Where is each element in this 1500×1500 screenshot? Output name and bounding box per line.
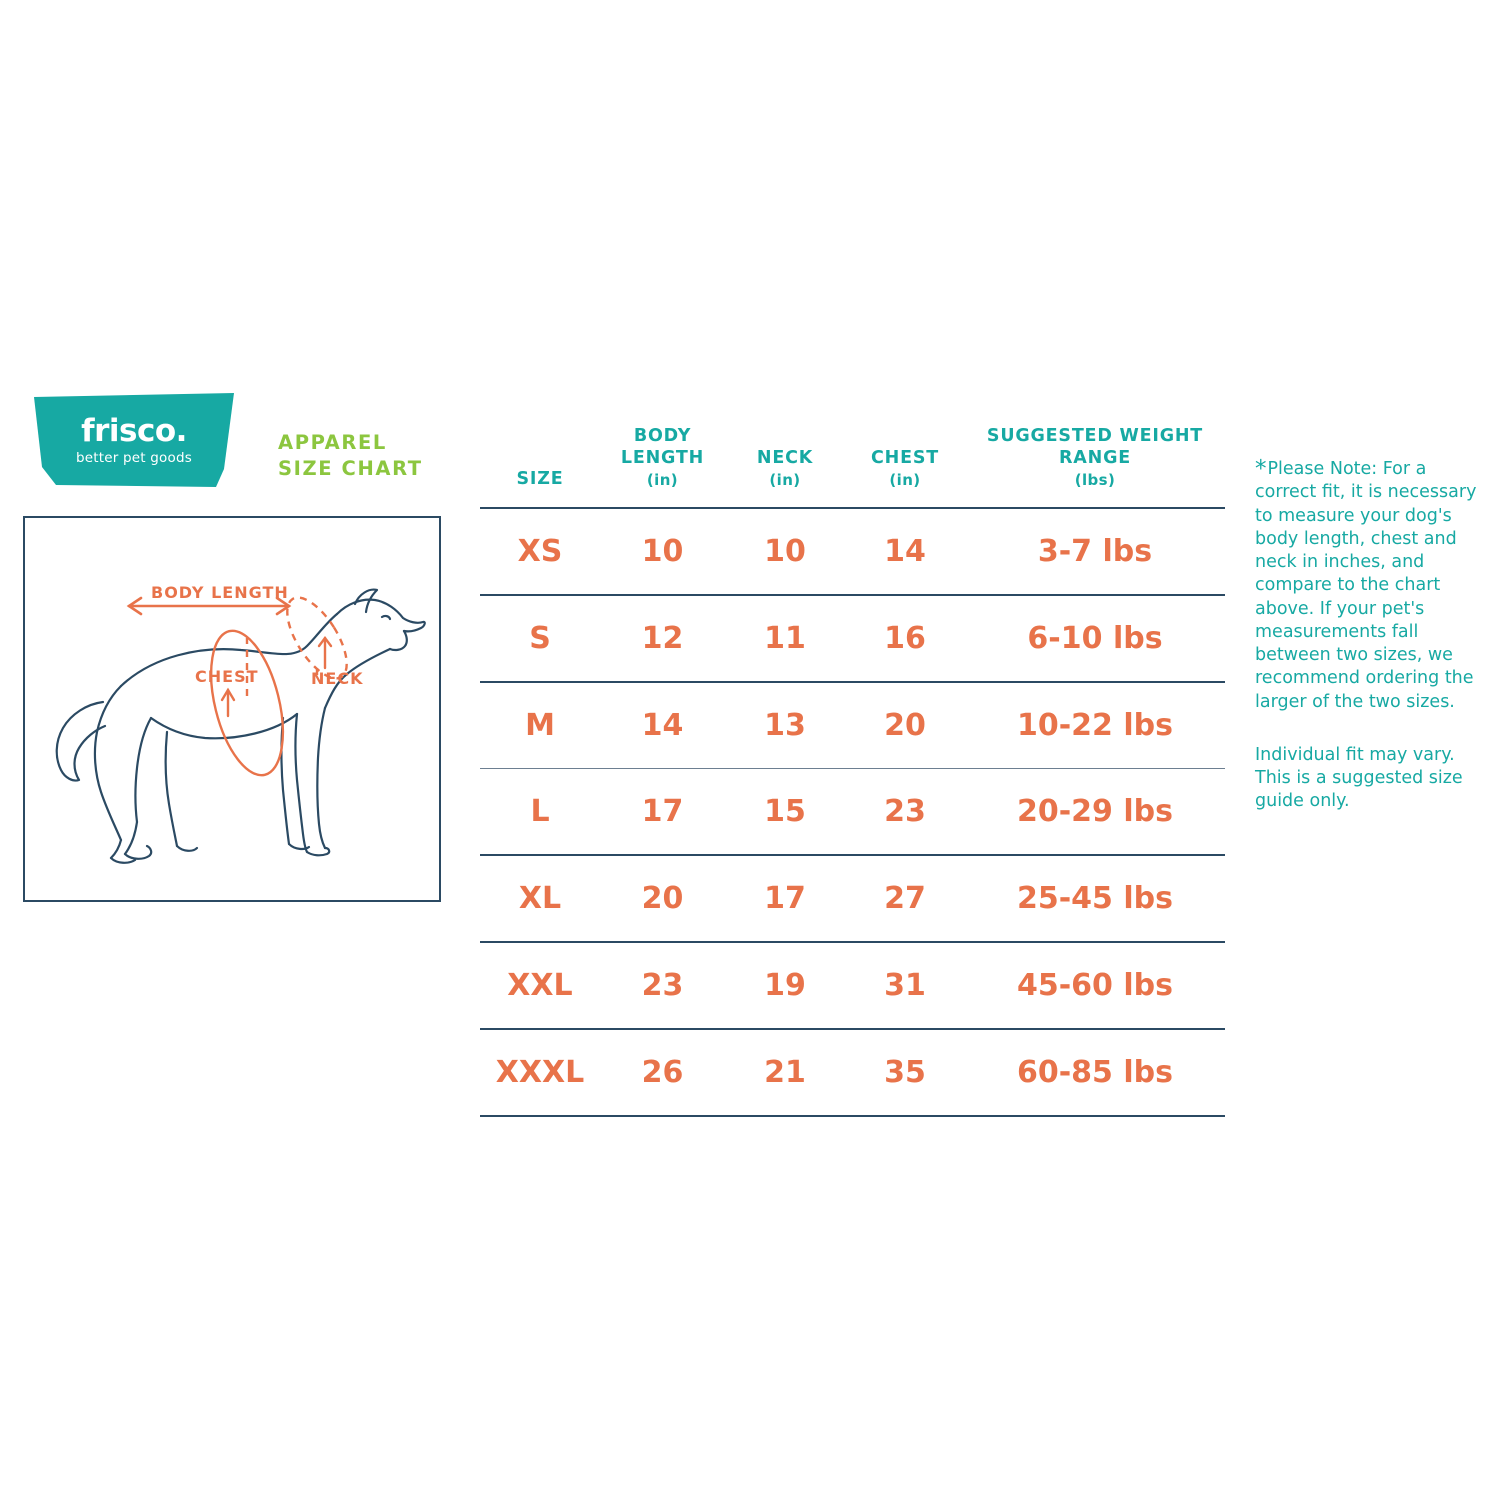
- size-chart-table: [480, 425, 1225, 1117]
- cell-weight: 3-7 lbs: [965, 508, 1225, 595]
- frisco-logo-badge: [28, 393, 240, 491]
- cell-body-length: 20: [600, 855, 725, 942]
- page-title: [278, 430, 423, 483]
- cell-body-length: 23: [600, 942, 725, 1029]
- cell-neck: 11: [725, 595, 845, 682]
- brand-name: frisco.: [81, 413, 187, 449]
- cell-size: XL: [480, 855, 600, 942]
- table-row: [480, 942, 1225, 1029]
- label-body-length: BODY LENGTH: [151, 583, 289, 602]
- note-paragraph-2: Individual fit may vary. This is a suggested size guide only.: [1255, 744, 1463, 812]
- dog-measurement-illustration: [23, 516, 441, 902]
- cell-neck: 21: [725, 1029, 845, 1116]
- table-row: [480, 855, 1225, 942]
- label-chest: CHEST: [195, 667, 259, 686]
- cell-chest: 35: [845, 1029, 965, 1116]
- cell-body-length: 26: [600, 1029, 725, 1116]
- page-title-line2: SIZE CHART: [278, 457, 423, 481]
- cell-weight: 25-45 lbs: [965, 855, 1225, 942]
- cell-chest: 31: [845, 942, 965, 1029]
- cell-body-length: 10: [600, 508, 725, 595]
- cell-neck: 19: [725, 942, 845, 1029]
- cell-neck: 17: [725, 855, 845, 942]
- cell-body-length: 12: [600, 595, 725, 682]
- cell-chest: 16: [845, 595, 965, 682]
- table-row: [480, 595, 1225, 682]
- note-paragraph-1: [1255, 458, 1480, 714]
- table-header-row: [480, 425, 1225, 508]
- label-neck: NECK: [311, 669, 364, 688]
- cell-neck: 13: [725, 682, 845, 769]
- cell-size: XXL: [480, 942, 600, 1029]
- brand-tagline: better pet goods: [76, 449, 192, 466]
- cell-weight: 60-85 lbs: [965, 1029, 1225, 1116]
- cell-body-length: 17: [600, 768, 725, 855]
- column-header-chest: CHEST (in): [845, 425, 965, 508]
- page-title-line1: APPAREL: [278, 431, 387, 454]
- table-row: [480, 768, 1225, 855]
- cell-neck: 10: [725, 508, 845, 595]
- cell-weight: 6-10 lbs: [965, 595, 1225, 682]
- column-header-size: SIZE: [480, 425, 600, 508]
- cell-size: S: [480, 595, 600, 682]
- cell-weight: 45-60 lbs: [965, 942, 1225, 1029]
- cell-chest: 27: [845, 855, 965, 942]
- column-header-neck: NECK (in): [725, 425, 845, 508]
- column-header-body-length: BODY LENGTH (in): [600, 425, 725, 508]
- please-note-block: [1255, 458, 1480, 814]
- table-row: [480, 508, 1225, 595]
- cell-size: L: [480, 768, 600, 855]
- table-row: [480, 682, 1225, 769]
- cell-chest: 20: [845, 682, 965, 769]
- cell-neck: 15: [725, 768, 845, 855]
- cell-size: M: [480, 682, 600, 769]
- size-chart-table-wrap: [480, 425, 1225, 1117]
- dog-diagram-icon: [25, 518, 439, 900]
- cell-weight: 20-29 lbs: [965, 768, 1225, 855]
- table-row: [480, 1029, 1225, 1116]
- cell-size: XS: [480, 508, 600, 595]
- cell-chest: 14: [845, 508, 965, 595]
- column-header-weight: SUGGESTED WEIGHT RANGE (lbs): [965, 425, 1225, 508]
- cell-body-length: 14: [600, 682, 725, 769]
- cell-weight: 10-22 lbs: [965, 682, 1225, 769]
- cell-chest: 23: [845, 768, 965, 855]
- note-paragraph-1-text: Please Note: For a correct fit, it is necessary to measure your dog's body length, chest and neck in inches, and compare to the chart above. If your pet's measurements fall between two sizes, we recommend ordering the larger of the two sizes.: [1255, 459, 1477, 712]
- cell-size: XXXL: [480, 1029, 600, 1116]
- note-asterisk: *: [1255, 456, 1267, 482]
